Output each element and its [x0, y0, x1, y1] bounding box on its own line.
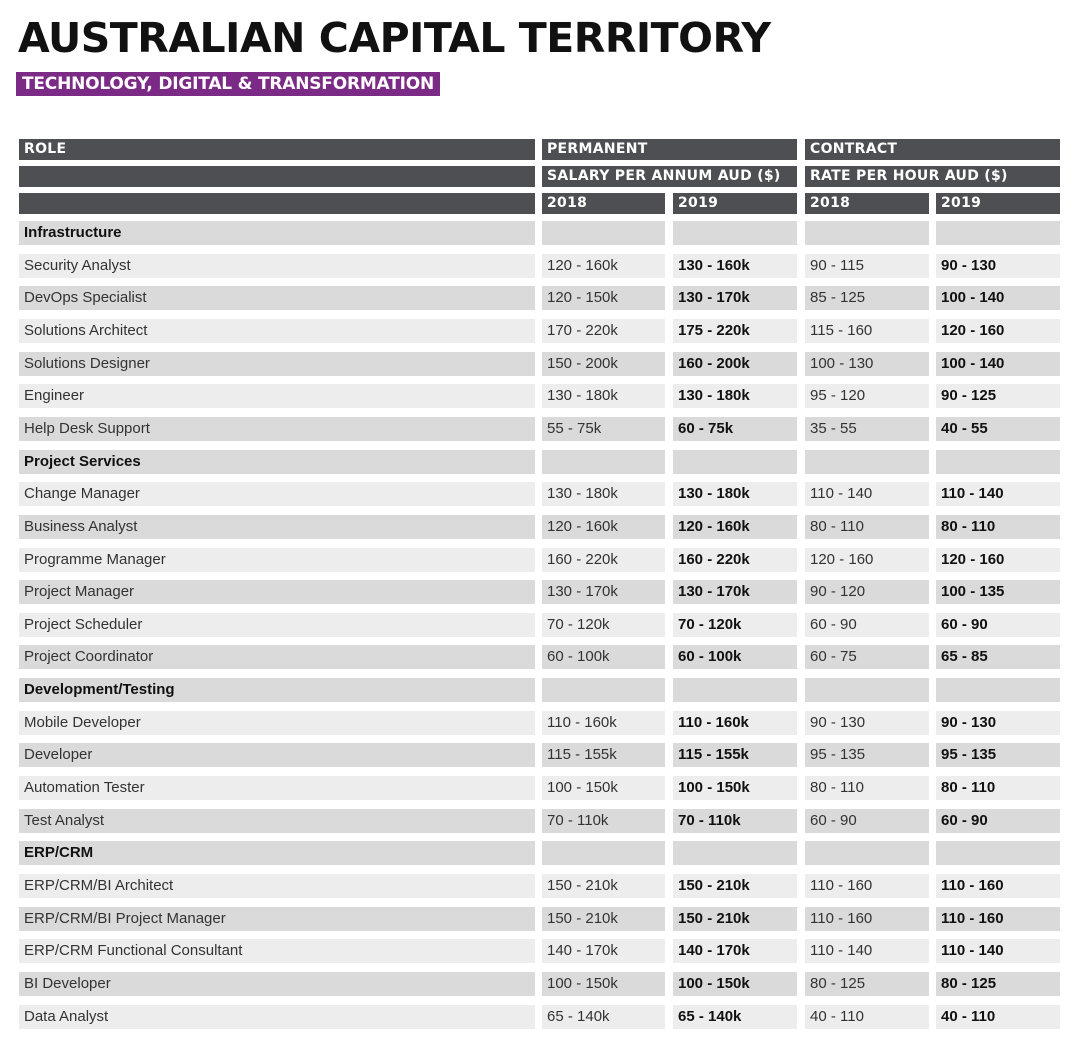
- permanent-2018-cell: 70 - 110k: [542, 809, 665, 833]
- table-row: [0, 548, 1080, 572]
- table-row: [0, 417, 1080, 441]
- cell-blank: [936, 841, 1060, 865]
- salary-unit-header: SALARY PER ANNUM AUD ($): [542, 166, 797, 187]
- role-cell: Help Desk Support: [19, 417, 535, 441]
- table-row: [0, 515, 1080, 539]
- section-title: Project Services: [19, 450, 535, 474]
- table-row: [0, 482, 1080, 506]
- role-cell: Business Analyst: [19, 515, 535, 539]
- contract-2019-cell: 110 - 140: [936, 482, 1060, 506]
- contract-group-header: CONTRACT: [805, 139, 1060, 160]
- table-row: [0, 874, 1080, 898]
- table-row: [0, 1005, 1080, 1029]
- contract-2018-cell: 90 - 120: [805, 580, 929, 604]
- cell-blank: [542, 221, 665, 245]
- permanent-2019-cell: 160 - 200k: [673, 352, 797, 376]
- role-cell: Automation Tester: [19, 776, 535, 800]
- table-row: [0, 319, 1080, 343]
- role-cell: ERP/CRM Functional Consultant: [19, 939, 535, 963]
- role-cell: Mobile Developer: [19, 711, 535, 735]
- contract-2018-header: 2018: [805, 193, 929, 214]
- role-column-header: ROLE: [19, 139, 535, 160]
- role-cell: DevOps Specialist: [19, 286, 535, 310]
- contract-2018-cell: 110 - 140: [805, 482, 929, 506]
- permanent-2018-cell: 100 - 150k: [542, 972, 665, 996]
- contract-2018-cell: 110 - 140: [805, 939, 929, 963]
- section-row: [0, 678, 1080, 702]
- contract-2019-cell: 100 - 140: [936, 352, 1060, 376]
- role-cell: Security Analyst: [19, 254, 535, 278]
- permanent-2019-cell: 130 - 180k: [673, 482, 797, 506]
- contract-2018-cell: 35 - 55: [805, 417, 929, 441]
- header-row-1: [0, 139, 1080, 163]
- contract-2019-cell: 60 - 90: [936, 809, 1060, 833]
- contract-2018-cell: 60 - 90: [805, 809, 929, 833]
- contract-2019-cell: 100 - 135: [936, 580, 1060, 604]
- page-title: AUSTRALIAN CAPITAL TERRITORY: [18, 14, 771, 62]
- permanent-2018-cell: 115 - 155k: [542, 743, 665, 767]
- contract-2018-cell: 110 - 160: [805, 874, 929, 898]
- contract-2018-cell: 110 - 160: [805, 907, 929, 931]
- permanent-2018-cell: 65 - 140k: [542, 1005, 665, 1029]
- page-subtitle: TECHNOLOGY, DIGITAL & TRANSFORMATION: [16, 72, 440, 96]
- contract-2018-cell: 40 - 110: [805, 1005, 929, 1029]
- table-row: [0, 743, 1080, 767]
- permanent-2019-cell: 150 - 210k: [673, 907, 797, 931]
- permanent-2019-cell: 115 - 155k: [673, 743, 797, 767]
- contract-2018-cell: 115 - 160: [805, 319, 929, 343]
- permanent-2019-cell: 110 - 160k: [673, 711, 797, 735]
- permanent-2019-cell: 65 - 140k: [673, 1005, 797, 1029]
- permanent-2019-cell: 100 - 150k: [673, 972, 797, 996]
- role-cell: BI Developer: [19, 972, 535, 996]
- contract-2018-cell: 80 - 110: [805, 776, 929, 800]
- table-row: [0, 711, 1080, 735]
- cell-blank: [805, 450, 929, 474]
- contract-2018-cell: 60 - 75: [805, 645, 929, 669]
- permanent-2019-header: 2019: [673, 193, 797, 214]
- header-row-3: [0, 193, 1080, 217]
- contract-2018-cell: 90 - 115: [805, 254, 929, 278]
- permanent-2018-cell: 150 - 210k: [542, 874, 665, 898]
- contract-2019-cell: 80 - 110: [936, 515, 1060, 539]
- table-row: [0, 907, 1080, 931]
- permanent-2019-cell: 150 - 210k: [673, 874, 797, 898]
- contract-2019-cell: 120 - 160: [936, 319, 1060, 343]
- permanent-2018-cell: 70 - 120k: [542, 613, 665, 637]
- permanent-2018-cell: 120 - 150k: [542, 286, 665, 310]
- contract-2019-cell: 90 - 130: [936, 254, 1060, 278]
- cell-blank: [673, 841, 797, 865]
- permanent-2019-cell: 60 - 100k: [673, 645, 797, 669]
- contract-2018-cell: 95 - 120: [805, 384, 929, 408]
- permanent-2019-cell: 100 - 150k: [673, 776, 797, 800]
- cell-blank: [936, 450, 1060, 474]
- contract-2019-cell: 65 - 85: [936, 645, 1060, 669]
- cell-blank: [542, 450, 665, 474]
- contract-2019-cell: 95 - 135: [936, 743, 1060, 767]
- permanent-2019-cell: 130 - 180k: [673, 384, 797, 408]
- permanent-2018-cell: 130 - 170k: [542, 580, 665, 604]
- permanent-2018-cell: 130 - 180k: [542, 384, 665, 408]
- cell-blank: [805, 678, 929, 702]
- permanent-2019-cell: 70 - 120k: [673, 613, 797, 637]
- contract-2019-cell: 110 - 160: [936, 907, 1060, 931]
- cell-blank: [673, 450, 797, 474]
- table-row: [0, 645, 1080, 669]
- section-row: [0, 221, 1080, 245]
- table-row: [0, 939, 1080, 963]
- role-cell: Data Analyst: [19, 1005, 535, 1029]
- role-cell: Programme Manager: [19, 548, 535, 572]
- cell-blank: [805, 221, 929, 245]
- cell-blank: [805, 841, 929, 865]
- permanent-group-header: PERMANENT: [542, 139, 797, 160]
- contract-2018-cell: 80 - 110: [805, 515, 929, 539]
- role-cell: Change Manager: [19, 482, 535, 506]
- permanent-2018-cell: 110 - 160k: [542, 711, 665, 735]
- permanent-2019-cell: 120 - 160k: [673, 515, 797, 539]
- role-cell: Test Analyst: [19, 809, 535, 833]
- table-row: [0, 580, 1080, 604]
- contract-2018-cell: 85 - 125: [805, 286, 929, 310]
- section-title: Development/Testing: [19, 678, 535, 702]
- permanent-2018-cell: 150 - 210k: [542, 907, 665, 931]
- table-row: [0, 254, 1080, 278]
- header-blank: [19, 193, 535, 214]
- table-row: [0, 613, 1080, 637]
- contract-2019-cell: 60 - 90: [936, 613, 1060, 637]
- contract-2019-cell: 90 - 130: [936, 711, 1060, 735]
- contract-2018-cell: 95 - 135: [805, 743, 929, 767]
- contract-2019-cell: 100 - 140: [936, 286, 1060, 310]
- permanent-2018-cell: 55 - 75k: [542, 417, 665, 441]
- contract-2019-cell: 80 - 110: [936, 776, 1060, 800]
- table-row: [0, 809, 1080, 833]
- cell-blank: [936, 221, 1060, 245]
- permanent-2019-cell: 130 - 170k: [673, 286, 797, 310]
- table-row: [0, 776, 1080, 800]
- cell-blank: [673, 221, 797, 245]
- role-cell: Engineer: [19, 384, 535, 408]
- permanent-2018-cell: 160 - 220k: [542, 548, 665, 572]
- role-cell: Solutions Designer: [19, 352, 535, 376]
- role-cell: Project Scheduler: [19, 613, 535, 637]
- permanent-2018-header: 2018: [542, 193, 665, 214]
- contract-2018-cell: 80 - 125: [805, 972, 929, 996]
- role-cell: Project Coordinator: [19, 645, 535, 669]
- section-title: Infrastructure: [19, 221, 535, 245]
- contract-2019-cell: 40 - 110: [936, 1005, 1060, 1029]
- permanent-2019-cell: 160 - 220k: [673, 548, 797, 572]
- permanent-2019-cell: 140 - 170k: [673, 939, 797, 963]
- contract-2018-cell: 60 - 90: [805, 613, 929, 637]
- permanent-2018-cell: 140 - 170k: [542, 939, 665, 963]
- cell-blank: [542, 841, 665, 865]
- role-cell: Project Manager: [19, 580, 535, 604]
- section-row: [0, 841, 1080, 865]
- cell-blank: [936, 678, 1060, 702]
- header-blank: [19, 166, 535, 187]
- contract-2019-cell: 110 - 160: [936, 874, 1060, 898]
- permanent-2018-cell: 120 - 160k: [542, 515, 665, 539]
- permanent-2018-cell: 130 - 180k: [542, 482, 665, 506]
- section-title: ERP/CRM: [19, 841, 535, 865]
- table-row: [0, 384, 1080, 408]
- contract-2019-cell: 40 - 55: [936, 417, 1060, 441]
- section-row: [0, 450, 1080, 474]
- contract-2018-cell: 120 - 160: [805, 548, 929, 572]
- table-row: [0, 352, 1080, 376]
- rate-unit-header: RATE PER HOUR AUD ($): [805, 166, 1060, 187]
- role-cell: Solutions Architect: [19, 319, 535, 343]
- contract-2019-cell: 110 - 140: [936, 939, 1060, 963]
- contract-2018-cell: 100 - 130: [805, 352, 929, 376]
- table-row: [0, 972, 1080, 996]
- permanent-2018-cell: 60 - 100k: [542, 645, 665, 669]
- contract-2019-cell: 80 - 125: [936, 972, 1060, 996]
- permanent-2019-cell: 70 - 110k: [673, 809, 797, 833]
- role-cell: ERP/CRM/BI Architect: [19, 874, 535, 898]
- contract-2018-cell: 90 - 130: [805, 711, 929, 735]
- permanent-2019-cell: 130 - 160k: [673, 254, 797, 278]
- contract-2019-cell: 90 - 125: [936, 384, 1060, 408]
- permanent-2018-cell: 100 - 150k: [542, 776, 665, 800]
- table-row: [0, 286, 1080, 310]
- role-cell: Developer: [19, 743, 535, 767]
- permanent-2018-cell: 150 - 200k: [542, 352, 665, 376]
- permanent-2018-cell: 170 - 220k: [542, 319, 665, 343]
- contract-2019-cell: 120 - 160: [936, 548, 1060, 572]
- permanent-2019-cell: 175 - 220k: [673, 319, 797, 343]
- cell-blank: [542, 678, 665, 702]
- permanent-2018-cell: 120 - 160k: [542, 254, 665, 278]
- permanent-2019-cell: 60 - 75k: [673, 417, 797, 441]
- permanent-2019-cell: 130 - 170k: [673, 580, 797, 604]
- header-row-2: [0, 166, 1080, 190]
- role-cell: ERP/CRM/BI Project Manager: [19, 907, 535, 931]
- contract-2019-header: 2019: [936, 193, 1060, 214]
- cell-blank: [673, 678, 797, 702]
